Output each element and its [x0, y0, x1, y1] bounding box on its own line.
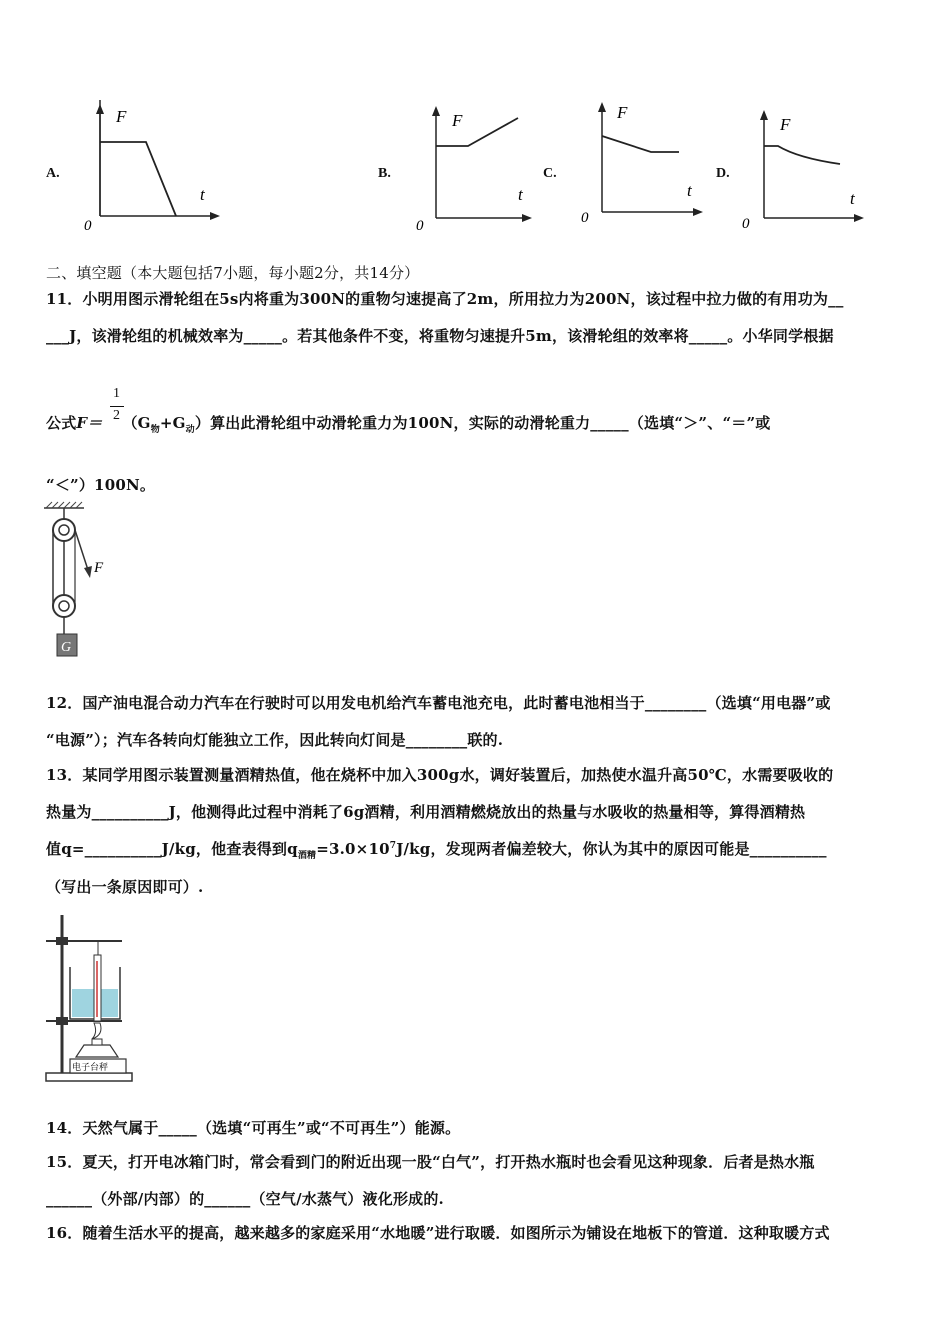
- section-heading: 二、填空题（本大题包括7小题，每小题2分，共14分）: [46, 264, 420, 282]
- t-label: t: [850, 189, 855, 208]
- t-label: t: [687, 181, 692, 200]
- option-b-label: B.: [378, 166, 391, 181]
- curve: [602, 136, 679, 152]
- t-label: t: [200, 185, 205, 204]
- graph-d: [738, 106, 878, 236]
- scale-label: 电子台秤: [72, 1062, 109, 1072]
- force-label: F: [94, 560, 104, 576]
- formula-sub-dong: 动: [185, 425, 195, 435]
- q12-line1: 12．国产油电混合动力汽车在行驶时可以用发电机给汽车蓄电池充电，此时蓄电池相当于________（选填“用电器”或: [46, 694, 831, 712]
- q13-line3-a: 值q=__________J/kg，他查表得到q: [46, 840, 298, 858]
- f-label: F: [116, 107, 127, 126]
- q15-line1: 15．夏天，打开电冰箱门时，常会看到门的附近出现一股“白气”，打开热水瓶时也会看见这种现象．后者是热水瓶: [46, 1153, 815, 1171]
- flame: [92, 1023, 101, 1039]
- q13-line1: 13．某同学用图示装置测量酒精热值，他在烧杯中加入300g水，调好装置后，加热使水温升高50℃，水需要吸收的: [46, 766, 834, 784]
- graph-a: [78, 100, 228, 235]
- curve: [764, 146, 840, 164]
- formula-lhs: F＝: [76, 414, 103, 432]
- option-a-label: A.: [46, 166, 60, 181]
- q13-line3: [46, 838, 827, 861]
- origin-label: 0: [84, 218, 92, 234]
- curve: [436, 118, 518, 146]
- fraction-numerator: 1: [113, 386, 120, 401]
- formula-sub-wu: 物: [150, 425, 160, 435]
- formula-plus-g: +G: [159, 414, 186, 432]
- fraction-bar: [110, 406, 124, 407]
- graph-c: [575, 98, 715, 233]
- fraction-denominator: 2: [113, 408, 120, 423]
- q13-line3-c: J/kg，发现两者偏差较大，你认为其中的原因可能是__________: [396, 840, 827, 858]
- t-label: t: [518, 185, 523, 204]
- formula-prefix: 公式: [46, 414, 77, 432]
- q13-line3-sub: 酒精: [297, 851, 317, 861]
- origin-label: 0: [742, 216, 750, 232]
- fixed-pulley: [53, 519, 75, 541]
- q11-line1: 11．小明用图示滑轮组在5s内将重为300N的重物匀速提高了2m，所用拉力为200N，该过程中拉力做的有用功为__: [46, 290, 844, 308]
- q12-line2: “电源”）；汽车各转向灯能独立工作，因此转向灯间是________联的.: [46, 731, 504, 749]
- option-c-label: C.: [543, 166, 557, 181]
- q13-line3-b: =3.0×10: [316, 840, 390, 858]
- q15-line2: ______（外部/内部）的______（空气/水蒸气）液化形成的.: [46, 1190, 444, 1208]
- heat-apparatus-figure: [42, 905, 142, 1087]
- alcohol-lamp: [76, 1045, 118, 1057]
- q16-line1: 16．随着生活水平的提高，越来越多的家庭采用“水地暖”进行取暖．如图所示为铺设在地板下的管道．这种取暖方式: [46, 1224, 830, 1242]
- f-label: F: [452, 111, 463, 130]
- q11-line4: “＜”）100N。: [46, 476, 156, 494]
- formula-paren: （G: [122, 414, 151, 432]
- origin-label: 0: [416, 218, 424, 234]
- weight-label: G: [61, 640, 72, 655]
- graph-b: [410, 100, 540, 235]
- f-label: F: [780, 115, 791, 134]
- movable-pulley: [53, 595, 75, 617]
- q11-formula-line: [46, 412, 771, 435]
- option-d-label: D.: [716, 166, 730, 181]
- pulley-figure: [40, 500, 120, 665]
- q11-line2: ___J，该滑轮组的机械效率为_____。若其他条件不变，将重物匀速提升5m，该滑轮组的效率将_____。小华同学根据: [46, 327, 834, 345]
- q13-line4: （写出一条原因即可）.: [46, 878, 204, 896]
- q13-line3-sup: 7: [389, 841, 397, 851]
- q14-line1: 14．天然气属于_____（选填“可再生”或“不可再生”）能源。: [46, 1119, 461, 1137]
- curve: [100, 142, 176, 216]
- stand-base: [46, 1073, 132, 1081]
- origin-label: 0: [581, 210, 589, 226]
- f-label: F: [617, 103, 628, 122]
- q13-line2: 热量为__________J，他测得此过程中消耗了6g酒精，利用酒精燃烧放出的热量与水吸收的热量相等，算得酒精热: [46, 803, 806, 821]
- formula-rest: ）算出此滑轮组中动滑轮重力为100N，实际的动滑轮重力_____（选填“＞”、“＝”或: [194, 414, 771, 432]
